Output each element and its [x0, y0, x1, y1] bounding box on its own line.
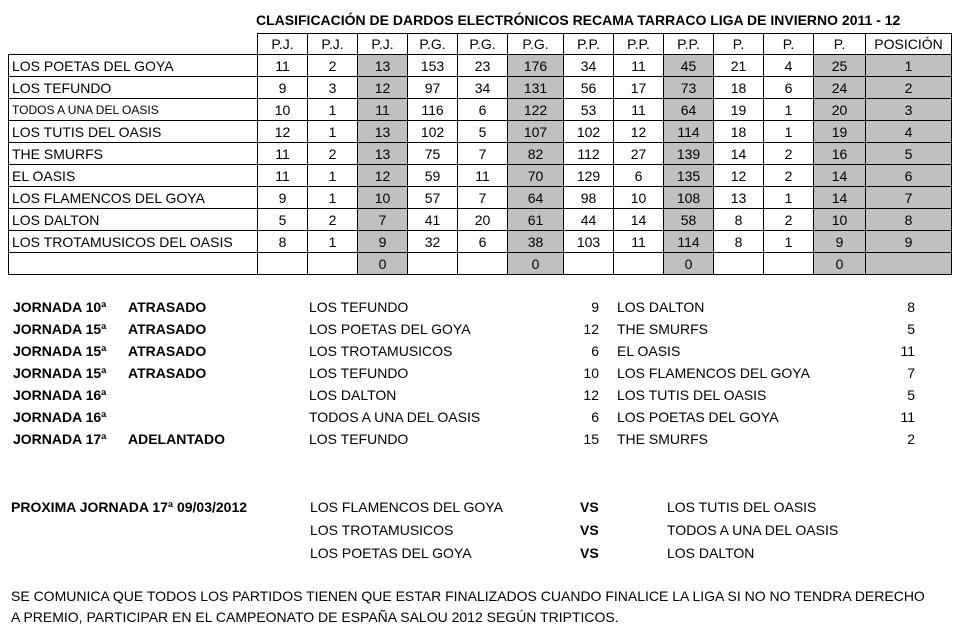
table-cell: 12 [358, 77, 408, 99]
vs-label: VS [580, 545, 599, 561]
notice [11, 586, 951, 628]
column-header: P. [764, 34, 814, 55]
table-cell: 3 [308, 77, 358, 99]
table-cell: 53 [564, 99, 614, 121]
home-score: 9 [591, 299, 599, 315]
table-cell: 8 [714, 209, 764, 231]
column-header: P.G. [408, 34, 458, 55]
away-team: THE SMURFS [617, 321, 708, 337]
table-cell: 2 [308, 55, 358, 77]
table-cell: 59 [408, 165, 458, 187]
home-team: LOS FLAMENCOS DEL GOYA [310, 499, 503, 515]
table-cell: 0 [814, 253, 866, 275]
team-name: EL OASIS [9, 165, 258, 187]
status-label: ATRASADO [128, 321, 207, 337]
table-cell: 21 [714, 55, 764, 77]
vs-label: VS [580, 499, 599, 515]
team-name: THE SMURFS [9, 143, 258, 165]
away-team: LOS FLAMENCOS DEL GOYA [617, 365, 810, 381]
standings-header-row [9, 34, 952, 55]
table-cell: 18 [714, 121, 764, 143]
home-team: TODOS A UNA DEL OASIS [309, 409, 481, 425]
table-cell: 34 [458, 77, 508, 99]
table-cell: 12 [358, 165, 408, 187]
table-cell: 6 [866, 165, 952, 187]
table-cell: 4 [866, 121, 952, 143]
table-cell: 16 [814, 143, 866, 165]
table-cell: 153 [408, 55, 458, 77]
away-team: THE SMURFS [617, 431, 708, 447]
column-header: P.G. [458, 34, 508, 55]
table-cell [866, 253, 952, 275]
table-cell: 98 [564, 187, 614, 209]
table-cell: 19 [714, 99, 764, 121]
home-team: LOS TEFUNDO [309, 365, 409, 381]
table-cell: 8 [258, 231, 308, 253]
table-row [9, 55, 952, 77]
table-cell: 139 [664, 143, 714, 165]
status-label: ATRASADO [128, 299, 207, 315]
table-cell: 102 [564, 121, 614, 143]
table-row [9, 99, 952, 121]
table-cell: 9 [866, 231, 952, 253]
table-row [9, 253, 952, 275]
table-cell: 11 [614, 55, 664, 77]
table-cell: 0 [508, 253, 564, 275]
table-cell: 11 [258, 165, 308, 187]
table-cell [258, 253, 308, 275]
status-label: ATRASADO [128, 365, 207, 381]
table-cell: 9 [258, 77, 308, 99]
table-cell: 0 [664, 253, 714, 275]
jornada-label: JORNADA 16ª [13, 387, 107, 403]
jornada-label: JORNADA 17ª [13, 431, 107, 447]
result-row [13, 407, 953, 429]
header-blank [9, 34, 258, 55]
table-row [9, 231, 952, 253]
table-cell: 2 [764, 165, 814, 187]
away-team: LOS TUTIS DEL OASIS [617, 387, 767, 403]
home-team: LOS POETAS DEL GOYA [309, 321, 471, 337]
table-cell: 45 [664, 55, 714, 77]
table-row [9, 143, 952, 165]
next-round [11, 497, 951, 566]
table-cell: 107 [508, 121, 564, 143]
away-team: TODOS A UNA DEL OASIS [667, 522, 839, 538]
table-cell: 9 [258, 187, 308, 209]
table-cell [764, 253, 814, 275]
table-cell: 176 [508, 55, 564, 77]
table-cell: 6 [764, 77, 814, 99]
table-cell: 12 [714, 165, 764, 187]
table-cell [308, 253, 358, 275]
team-name: LOS TUTIS DEL OASIS [9, 121, 258, 143]
table-cell [408, 253, 458, 275]
table-cell: 112 [564, 143, 614, 165]
table-cell: 1 [308, 231, 358, 253]
table-cell: 64 [664, 99, 714, 121]
table-cell: 64 [508, 187, 564, 209]
table-cell: 20 [814, 99, 866, 121]
table-cell: 12 [258, 121, 308, 143]
home-team: LOS TEFUNDO [309, 299, 409, 315]
team-name: TODOS A UNA DEL OASIS [9, 99, 258, 121]
table-cell: 6 [458, 231, 508, 253]
table-cell: 1 [308, 187, 358, 209]
away-score: 11 [900, 343, 915, 359]
home-score: 10 [583, 365, 599, 381]
table-cell: 1 [308, 165, 358, 187]
table-cell: 11 [458, 165, 508, 187]
table-cell: 131 [508, 77, 564, 99]
table-row [9, 77, 952, 99]
table-cell: 14 [814, 187, 866, 209]
standings-table [8, 33, 952, 275]
table-cell: 13 [714, 187, 764, 209]
table-cell: 56 [564, 77, 614, 99]
table-cell: 10 [814, 209, 866, 231]
team-name: LOS POETAS DEL GOYA [9, 55, 258, 77]
table-cell: 10 [614, 187, 664, 209]
table-cell: 10 [258, 99, 308, 121]
column-header: P.G. [508, 34, 564, 55]
table-cell: 14 [714, 143, 764, 165]
team-name: LOS TEFUNDO [9, 77, 258, 99]
table-cell: 1 [764, 187, 814, 209]
table-cell: 1 [308, 121, 358, 143]
table-cell: 2 [866, 77, 952, 99]
table-cell: 11 [258, 55, 308, 77]
table-cell: 97 [408, 77, 458, 99]
home-score: 15 [583, 431, 599, 447]
table-cell: 8 [714, 231, 764, 253]
table-cell: 11 [358, 99, 408, 121]
table-cell: 3 [866, 99, 952, 121]
table-cell: 6 [614, 165, 664, 187]
status-label: ADELANTADO [128, 431, 225, 447]
table-cell: 116 [408, 99, 458, 121]
team-name: LOS TROTAMUSICOS DEL OASIS [9, 231, 258, 253]
table-cell: 9 [358, 231, 408, 253]
column-header: P.J. [358, 34, 408, 55]
table-cell: 38 [508, 231, 564, 253]
table-cell: 102 [408, 121, 458, 143]
jornada-label: JORNADA 15ª [13, 365, 107, 381]
table-cell [458, 253, 508, 275]
table-cell: 114 [664, 121, 714, 143]
table-cell [564, 253, 614, 275]
result-row [13, 385, 953, 407]
table-cell: 19 [814, 121, 866, 143]
away-score: 5 [907, 387, 915, 403]
table-row [9, 209, 952, 231]
table-cell: 32 [408, 231, 458, 253]
table-cell: 1 [764, 121, 814, 143]
table-cell: 82 [508, 143, 564, 165]
table-cell: 2 [764, 143, 814, 165]
table-cell: 7 [458, 143, 508, 165]
away-score: 11 [900, 409, 915, 425]
jornada-label: JORNADA 15ª [13, 343, 107, 359]
away-team: LOS TUTIS DEL OASIS [667, 499, 817, 515]
away-score: 7 [907, 365, 915, 381]
table-cell: 23 [458, 55, 508, 77]
table-cell: 0 [358, 253, 408, 275]
table-cell: 7 [458, 187, 508, 209]
jornada-label: JORNADA 15ª [13, 321, 107, 337]
result-row [13, 341, 953, 363]
table-cell: 122 [508, 99, 564, 121]
table-cell: 61 [508, 209, 564, 231]
away-team: EL OASIS [617, 343, 681, 359]
table-cell: 114 [664, 231, 714, 253]
table-cell: 13 [358, 55, 408, 77]
status-label: ATRASADO [128, 343, 207, 359]
table-cell: 13 [358, 121, 408, 143]
next-match-row [11, 543, 951, 566]
table-cell: 11 [258, 143, 308, 165]
table-cell: 5 [458, 121, 508, 143]
notice-line-1: SE COMUNICA QUE TODOS LOS PARTIDOS TIENEN QUE ESTAR FINALIZADOS CUANDO FINALICE LA LIGA SI NO NO TENDRA DERECHO [11, 588, 925, 604]
jornada-label: JORNADA 10ª [13, 299, 107, 315]
home-score: 12 [583, 387, 599, 403]
jornada-label: JORNADA 16ª [13, 409, 107, 425]
column-header: P.J. [258, 34, 308, 55]
next-match-row [11, 520, 951, 543]
table-cell: 6 [458, 99, 508, 121]
table-cell: 18 [714, 77, 764, 99]
result-row [13, 429, 953, 451]
away-score: 2 [907, 431, 915, 447]
home-score: 12 [583, 321, 599, 337]
table-cell: 41 [408, 209, 458, 231]
table-cell: 12 [614, 121, 664, 143]
table-row [9, 121, 952, 143]
table-cell: 7 [866, 187, 952, 209]
table-cell: 73 [664, 77, 714, 99]
table-cell: 44 [564, 209, 614, 231]
table-cell: 5 [258, 209, 308, 231]
home-team: LOS DALTON [309, 387, 397, 403]
table-cell: 58 [664, 209, 714, 231]
table-cell: 75 [408, 143, 458, 165]
column-header: P.J. [308, 34, 358, 55]
home-team: LOS TROTAMUSICOS [309, 343, 453, 359]
page-title: CLASIFICACIÓN DE DARDOS ELECTRÓNICOS RECAMA TARRACO LIGA DE INVIERNO 2011 - 12 [256, 12, 901, 28]
away-team: LOS DALTON [667, 545, 755, 561]
table-cell: 103 [564, 231, 614, 253]
table-cell: 1 [764, 231, 814, 253]
column-header: P. [814, 34, 866, 55]
table-row [9, 187, 952, 209]
away-score: 5 [907, 321, 915, 337]
table-cell: 7 [358, 209, 408, 231]
table-cell: 24 [814, 77, 866, 99]
result-row [13, 363, 953, 385]
home-team: LOS TROTAMUSICOS [310, 522, 454, 538]
table-row [9, 165, 952, 187]
table-cell: 20 [458, 209, 508, 231]
home-team: LOS TEFUNDO [309, 431, 409, 447]
table-cell: 27 [614, 143, 664, 165]
table-cell: 8 [866, 209, 952, 231]
table-cell: 25 [814, 55, 866, 77]
next-round-label: PROXIMA JORNADA 17ª 09/03/2012 [11, 499, 248, 515]
table-cell: 17 [614, 77, 664, 99]
table-cell [714, 253, 764, 275]
table-cell: 13 [358, 143, 408, 165]
table-cell: 108 [664, 187, 714, 209]
vs-label: VS [580, 522, 599, 538]
table-cell: 10 [358, 187, 408, 209]
table-cell: 9 [814, 231, 866, 253]
table-cell: 1 [308, 99, 358, 121]
column-header: P. [714, 34, 764, 55]
table-cell: 70 [508, 165, 564, 187]
team-name: LOS FLAMENCOS DEL GOYA [9, 187, 258, 209]
table-cell: 135 [664, 165, 714, 187]
column-header: P.P. [564, 34, 614, 55]
team-name [9, 253, 258, 275]
table-cell [614, 253, 664, 275]
notice-line-2: A PREMIO, PARTICIPAR EN EL CAMPEONATO DE ESPAÑA SALOU 2012 SEGÚN TRIPTICOS. [11, 609, 619, 625]
table-cell: 2 [308, 209, 358, 231]
table-cell: 14 [614, 209, 664, 231]
home-score: 6 [591, 409, 599, 425]
table-cell: 4 [764, 55, 814, 77]
table-cell: 11 [614, 99, 664, 121]
away-team: LOS POETAS DEL GOYA [617, 409, 779, 425]
table-cell: 34 [564, 55, 614, 77]
column-header: POSICIÓN [866, 34, 952, 55]
result-row [13, 319, 953, 341]
result-row [13, 297, 953, 319]
away-team: LOS DALTON [617, 299, 705, 315]
home-team: LOS POETAS DEL GOYA [310, 545, 472, 561]
table-cell: 11 [614, 231, 664, 253]
table-cell: 2 [764, 209, 814, 231]
away-score: 8 [907, 299, 915, 315]
results-list [13, 297, 953, 451]
team-name: LOS DALTON [9, 209, 258, 231]
table-cell: 5 [866, 143, 952, 165]
table-cell: 14 [814, 165, 866, 187]
next-match-row [11, 497, 951, 520]
home-score: 6 [591, 343, 599, 359]
column-header: P.P. [664, 34, 714, 55]
table-cell: 129 [564, 165, 614, 187]
table-cell: 57 [408, 187, 458, 209]
table-cell: 2 [308, 143, 358, 165]
table-cell: 1 [764, 99, 814, 121]
column-header: P.P. [614, 34, 664, 55]
table-cell: 1 [866, 55, 952, 77]
